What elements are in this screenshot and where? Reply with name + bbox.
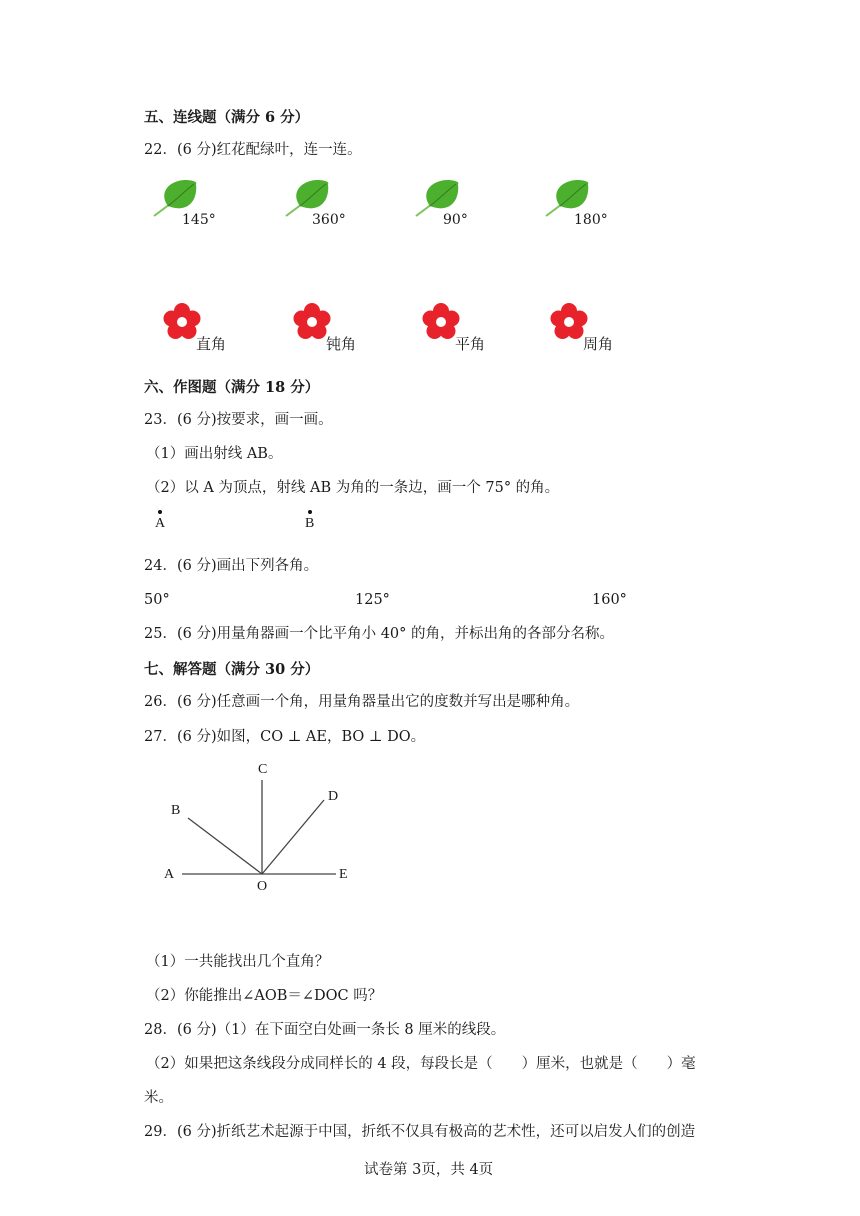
flower-label-4: 周角 xyxy=(583,335,614,353)
point-a-label: A xyxy=(155,516,166,531)
label-d: D xyxy=(328,789,339,804)
section-title-5: 五、连线题（满分 6 分） xyxy=(144,109,310,126)
ray-ob xyxy=(188,818,262,874)
question-23-sub2: （2）以 A 为顶点，射线 AB 为角的一条边，画一个 75° 的角。 xyxy=(146,480,560,496)
angle-item-1: 50° xyxy=(144,592,170,608)
section-title-7: 七、解答题（满分 30 分） xyxy=(144,661,320,678)
ray-od xyxy=(262,800,324,874)
point-b-label: B xyxy=(305,516,315,531)
label-c: C xyxy=(258,762,268,777)
flower-label-3: 平角 xyxy=(455,335,486,353)
flower-label-1: 直角 xyxy=(196,335,227,353)
leaf-label-2: 360° xyxy=(312,212,346,228)
question-29: 29．(6 分)折纸艺术起源于中国，折纸不仅具有极高的艺术性，还可以启发人们的创造 xyxy=(144,1124,696,1140)
leaf-label-4: 180° xyxy=(574,212,608,228)
question-28: 28．(6 分)（1）在下面空白处画一条长 8 厘米的线段。 xyxy=(144,1022,506,1038)
question-22: 22．(6 分)红花配绿叶，连一连。 xyxy=(144,142,362,158)
question-28-sub2-line2: 米。 xyxy=(144,1090,173,1106)
question-23: 23．(6 分)按要求，画一画。 xyxy=(144,412,333,428)
question-27: 27．(6 分)如图，CO ⊥ AE，BO ⊥ DO。 xyxy=(144,729,426,745)
label-e: E xyxy=(339,867,348,882)
question-26: 26．(6 分)任意画一个角，用量角器量出它的度数并写出是哪种角。 xyxy=(144,694,580,710)
section-title-6: 六、作图题（满分 18 分） xyxy=(144,379,320,396)
question-27-sub2: （2）你能推出∠AOB＝∠DOC 吗？ xyxy=(146,988,383,1004)
question-28-sub2-line1: （2）如果把这条线段分成同样长的 4 段，每段长是（ ）厘米，也就是（ ）毫 xyxy=(146,1056,696,1072)
question-23-sub1: （1）画出射线 AB。 xyxy=(146,446,283,462)
angle-item-2: 125° xyxy=(355,592,390,608)
question-24: 24．(6 分)画出下列各角。 xyxy=(144,558,319,574)
label-b: B xyxy=(171,803,181,818)
angle-item-3: 160° xyxy=(592,592,627,608)
question-27-sub1: （1）一共能找出几个直角？ xyxy=(146,954,330,970)
question-25: 25．(6 分)用量角器画一个比平角小 40° 的角，并标出角的各部分名称。 xyxy=(144,626,615,642)
page-footer: 试卷第 3页，共 4页 xyxy=(364,1162,494,1178)
leaf-label-1: 145° xyxy=(182,212,216,228)
label-a: A xyxy=(164,867,175,882)
label-o: O xyxy=(257,879,268,894)
leaf-label-3: 90° xyxy=(443,212,468,228)
flower-label-2: 钝角 xyxy=(326,335,357,353)
